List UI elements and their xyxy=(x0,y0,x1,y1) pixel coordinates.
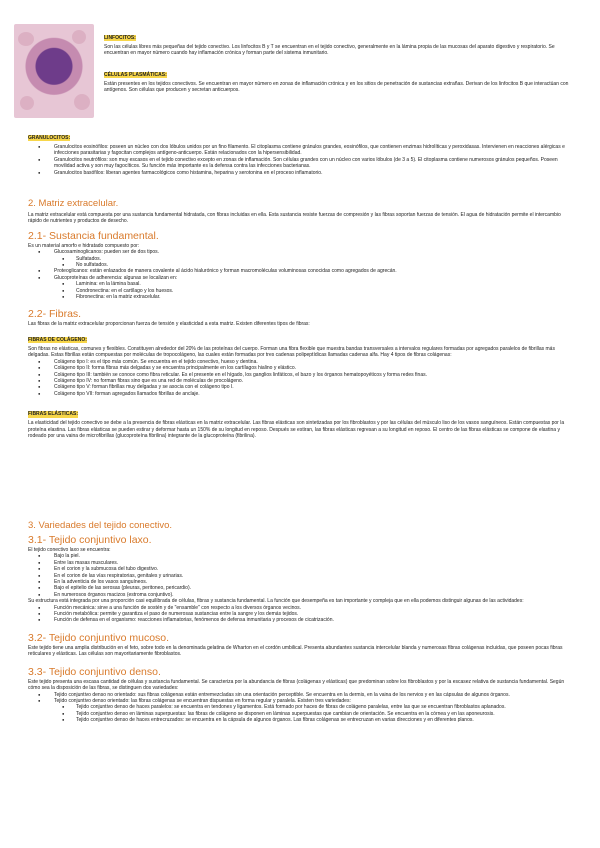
section-title: 2. Matriz extracelular. xyxy=(28,198,119,209)
list-item: ● Colágeno tipo IV: no forman fibras sino que es una red de moléculas de procolágeno. xyxy=(54,378,576,384)
s31-list xyxy=(28,553,576,598)
list-item: ● Colágeno tipo II: forma fibras más delgadas y se encuentra principalmente en los cartílagos hialino y elástico. xyxy=(54,365,576,371)
list-item: ● Función mecánica: sirve a una función de sostén y de "ensamble" con respecto a los diversos órganos vecinos. xyxy=(54,605,576,611)
lymphocyte-micrograph xyxy=(14,24,94,118)
list-item: ● Tejido conjuntivo denso en láminas superpuestas: las fibras de colágeno se disponen en láminas superpuestas que cambian de orientación. Se encuentra en la córnea y en las aponeurosis. xyxy=(76,711,576,717)
top-block xyxy=(104,26,572,94)
s33-text: Este tejido presenta una escasa cantidad de células y sustancia fundamental. Se caracteriza por la abundancia de fibras (colágenas y elásticas) que predominan sobre los fibroblastos y por la escasez relativa de sustancia fundamental. Según cómo sea la disposición de las fibras, se distinguen dos variedades: xyxy=(28,678,565,692)
subsection-title: 3.1- Tejido conjuntivo laxo. xyxy=(28,534,152,546)
list-item: ● No sulfatados. xyxy=(76,262,576,268)
red-blood-cell xyxy=(72,30,86,44)
colageno-label: FIBRAS DE COLÁGENO: xyxy=(28,336,87,343)
list-item: ● En numerosos órganos macizos (estroma conjuntivo). xyxy=(54,592,576,598)
list-item: ● Entre las masas musculares. xyxy=(54,560,576,566)
plasmaticas-text: Están presentes en los tejidos conectivos. Se encuentran en mayor número en zonas de inflamación crónica y en los sitios de penetración de sustancias extrañas. Derivan de los linfocitos B que interactúan con antígenos. Son células que producen y secretan anticuerpos. xyxy=(104,80,569,94)
list-item: ● Granulocitos neutrófilos: son muy escasos en el tejido conectivo excepto en zonas de inflamación. Son células grandes con un núcleo con varios lóbulos (de 3 a 5). El citoplasma contiene numerosos gránulos pequeños. Poseen movilidad activa y son muy fagocíticos. Su función más importante es la defensa contra las infecciones bacterianas. xyxy=(54,157,576,170)
subsection-title: 2.2- Fibras. xyxy=(28,308,82,321)
list-item: ● Colágeno tipo VII: forman agregados llamados fibrillas de anclaje. xyxy=(54,391,576,397)
list-item: ● Tejido conjuntivo denso orientado: las fibras colágenas se encuentran dispuestas en forma regular y paralela. Existen tres variedades: xyxy=(54,698,576,704)
linfocitos-label: LINFOCITOS: xyxy=(104,35,136,41)
s21-sublist xyxy=(28,256,576,269)
s32-text: Este tejido tiene una amplia distribución en el feto, sobre todo en la denominada gelatina de Wharton en el cordón umbilical. Presenta abundantes sustancia intercelular blanda y numerosas fibras colágenas incluidas, que poseen pocas fibras reticulares y elásticas. Las células son mayoritariamente fibroblastos. xyxy=(28,644,563,658)
granulocitos-list xyxy=(28,144,576,176)
variedades-section xyxy=(28,520,576,724)
list-item: ● Bajo el epitelio de las serosas (pleuras, peritoneo, pericardio). xyxy=(54,585,576,591)
red-blood-cell xyxy=(74,94,90,110)
list-item: ● Granulocitos basófilos: liberan agentes farmacológicos como histamina, heparina y serotonina en el proceso inflamatorio. xyxy=(54,170,576,176)
elasticas-text: La elasticidad del tejido conectivo se debe a la presencia de fibras elásticas en la matriz extracelular. Las fibras elásticas son sintetizadas por los fibroblastos y por las células del músculo liso de los vasos sanguíneos. Están compuestas por la proteína elastina. Las fibras elásticas se pueden estirar y deformar hasta un 150% de su longitud en reposo. Después se estiran, las fibras elásticas regresan a su longitud en reposo. El centro de las fibras elásticas se compone de elastina y rodeado por una vaina de microfibrillas (glucoproteína fibrilina) integrante de la glucoproteína (fibrilina). xyxy=(28,420,565,439)
list-item: ● Tejido conjuntivo denso de haces paralelos: se encuentra en tendones y ligamentos. Está formado por haces de fibras de colágeno paralelas, entre las que se encuentran fibroblastos aplanados. xyxy=(76,704,576,710)
colageno-text: Son fibras no elásticas, comunes y flexibles. Constituyen alrededor del 20% de las proteínas del cuerpo. Forman una fibra flexible que muestra bandas transversales a intervalos regulares formadas por agregados paralelos de fibrillas más delgadas. Estas fibrillas están compuestas por moléculas de tropocolágeno, las cuales están formadas por tres cadenas polipeptídicas llamadas cadenas alfa. Hay 4 tipos de fibras colágenas: xyxy=(28,345,555,359)
plasmaticas-label: CÉLULAS PLASMÁTICAS: xyxy=(104,71,167,78)
s21-list xyxy=(28,268,576,281)
list-item: ● Tejido conjuntivo denso no orientado: sus fibras colágenas están entremezcladas sin una orientación perceptible. Se encuentra en la dermis, en la vaina de los nervios y en las cápsulas de algunos órganos. xyxy=(54,692,576,698)
s31-funcs xyxy=(28,605,576,624)
elasticas-label: FIBRAS ELÁSTICAS: xyxy=(28,411,78,418)
list-item: ● En el corion y la submucosa del tubo digestivo. xyxy=(54,566,576,572)
matriz-section xyxy=(28,198,576,439)
list-item: ● Condronectina: en el cartílago y los huesos. xyxy=(76,288,576,294)
subsection-title: 2.1- Sustancia fundamental. xyxy=(28,229,159,242)
list-item: ● Función de defensa en el organismo: reacciones inflamatorias, fenómenos de defensa inmunitaria y procesos de cicatrización. xyxy=(54,617,576,623)
list-item: ● Colágeno tipo III: también se conoce como fibra reticular. Es el presente en el hígado, los ganglios linfáticos, el bazo y los órganos hematopoyéticos y forma redes finas. xyxy=(54,372,576,378)
linfocitos-text: Son las células libres más pequeñas del tejido conectivo. Los linfocitos B y T se encuentran en el tejido conectivo, generalmente en la lámina propia de las mucosas del aparato digestivo y respiratorio. Se encuentran en mayor número cuando hay inflamación crónica y forman parte del sistema inmunitario. xyxy=(104,44,555,57)
section-intro: La matriz extracelular está compuesta por una sustancia fundamental hidratada, con fibras incluidas en ella. Esta sustancia resiste fuerzas de compresión y las fibras soportan fuerzas de tensión. El agua de hidratación permite el intercambio rápido de nutrientes y productos de desecho. xyxy=(28,212,561,225)
s33-list xyxy=(28,692,576,705)
subsection-intro: Las fibras de la matriz extracelular proporcionan fuerza de tensión y elasticidad a esta matriz. Existen diferentes tipos de fibras: xyxy=(28,321,310,328)
list-item: ● Colágeno tipo V: forman fibrillas muy delgadas y se asocia con el colágeno tipo I. xyxy=(54,384,576,390)
list-item: ● Proteoglicanos: están enlazados de manera covalente al ácido hialurónico y forman macromoléculas voluminosas conocidas como agregados de agrecán. xyxy=(54,268,576,274)
list-item: ● Glucoproteínas de adherencia: algunas se localizan en: xyxy=(54,275,576,281)
s33-sublist xyxy=(28,704,576,723)
list-item: ● Fibronectina: en la matriz extracelular. xyxy=(76,294,576,300)
list-item: ● Función metabólica: permite y garantiza el paso de numerosas sustancias entre la sangre y los demás tejidos. xyxy=(54,611,576,617)
granulocitos-block xyxy=(28,126,576,176)
list-item: ● Sulfatados. xyxy=(76,256,576,262)
list-item: ● Laminina: en la lámina basal. xyxy=(76,281,576,287)
red-blood-cell xyxy=(20,96,34,110)
colageno-list xyxy=(28,359,576,397)
list-item: ● Glucosaminoglicanos: pueden ser de dos tipos. xyxy=(54,249,576,255)
subsection-title: 3.2- Tejido conjuntivo mucoso. xyxy=(28,631,170,644)
list-item: ● Colágeno tipo I: es el tipo más común. Se encuentra en el tejido conectivo, hueso y dentina. xyxy=(54,359,576,365)
s31-text: Su estructura está integrada por una proporción casi equilibrada de células, fibras y sustancia fundamental. La función que desempeña es tan importante y compleja que en ella podemos distinguir algunas de las actividades: xyxy=(28,598,524,605)
subsection-intro: El tejido conectivo laxo se encuentra: xyxy=(28,547,111,553)
section-title: 3. Variedades del tejido conectivo. xyxy=(28,520,172,531)
subsection-title: 3.3- Tejido conjuntivo denso. xyxy=(28,665,161,678)
granulocitos-label: GRANULOCITOS: xyxy=(28,135,71,141)
list-item: ● En el corion de las vías respiratorias, genitales y urinarias. xyxy=(54,573,576,579)
subsection-intro: Es un material amorfo e hidratado compuesto por: xyxy=(28,242,140,249)
list-item: ● En la adventicia de los vasos sanguíneos. xyxy=(54,579,576,585)
s21-sublist xyxy=(28,281,576,300)
red-blood-cell xyxy=(18,32,34,46)
list-item: ● Bajo la piel. xyxy=(54,553,576,559)
list-item: ● Tejido conjuntivo denso de haces entrecruzados: se encuentra en la cápsula de algunos órganos. Las fibras colágenas se entrecruzan en varias direcciones y en diferentes planos. xyxy=(76,717,576,723)
list-item: ● Granulocitos eosinófilos: poseen un núcleo con dos lóbulos unidos por un fino filamento. El citoplasma contiene gránulos grandes, eosinófilos, que contienen enzimas hidrolíticas y peroxidasas. Intervienen en reacciones alérgicas e infecciones parasitarias y fagocitan complejos antígeno-anticuerpo. Están relacionados con la hipersensibilidad. xyxy=(54,144,576,157)
